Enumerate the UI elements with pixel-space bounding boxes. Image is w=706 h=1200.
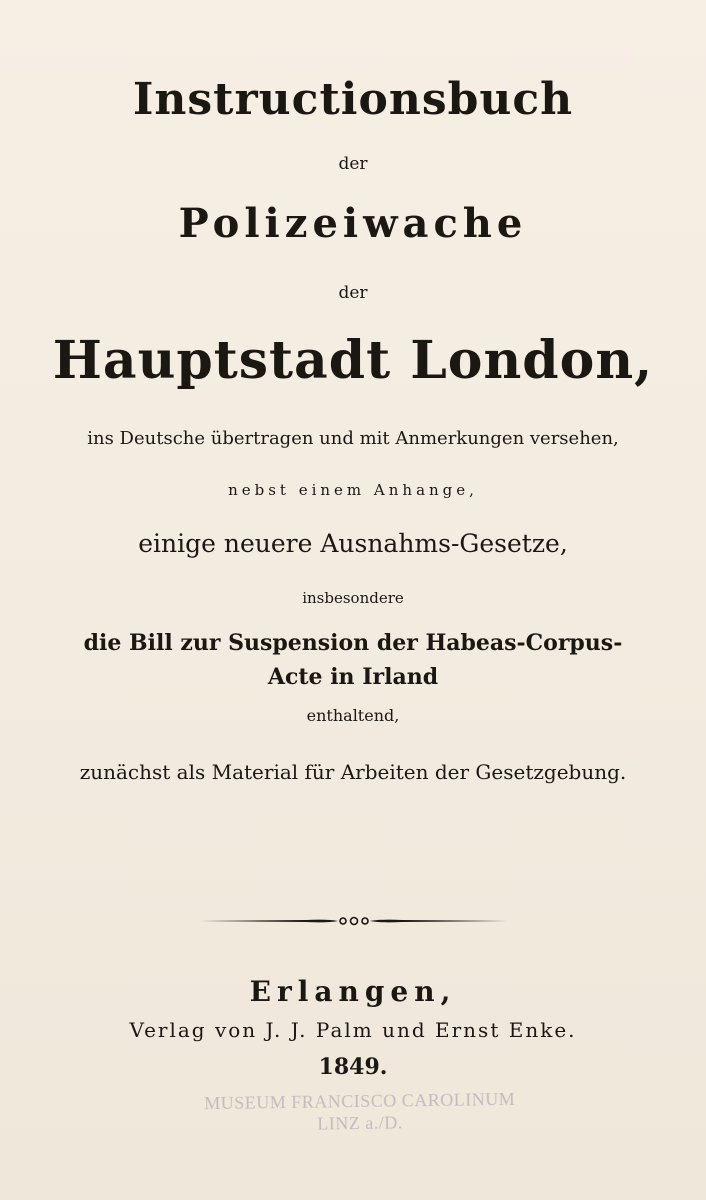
ornamental-divider [198,912,510,930]
library-stamp [200,1088,521,1152]
purpose-line: zunächst als Material für Arbeiten der Gesetzgebung. [79,760,627,784]
especially-line: insbesondere [302,589,404,607]
laws-line: einige neuere Ausnahms-Gesetze, [138,529,568,558]
containing-line: enthaltend, [306,706,400,725]
book-title: Instructionsbuch [132,74,574,125]
appendix-note: nebst einem Anhange, [228,481,478,499]
main-subject-line: Hauptstadt London, [52,330,654,391]
publisher-line: Verlag von J. J. Palm und Ernst Enke. [129,1018,577,1042]
publication-place: Erlangen, [249,975,457,1008]
bill-line-2: Acte in Irland [267,664,439,690]
translation-note: ins Deutsche übertragen und mit Anmerkungen versehen, [87,428,619,449]
stamp-line-1: MUSEUM FRANCISCO CAROLINUM [204,1088,516,1114]
title-connector-2: der [338,283,368,303]
publication-year: 1849. [318,1054,388,1080]
bill-line-1: die Bill zur Suspension der Habeas-Corpus- [83,630,623,656]
title-connector-1: der [338,154,368,174]
subject-line: Polizeiwache [178,200,528,247]
stamp-line-2: LINZ a./D. [317,1112,403,1134]
